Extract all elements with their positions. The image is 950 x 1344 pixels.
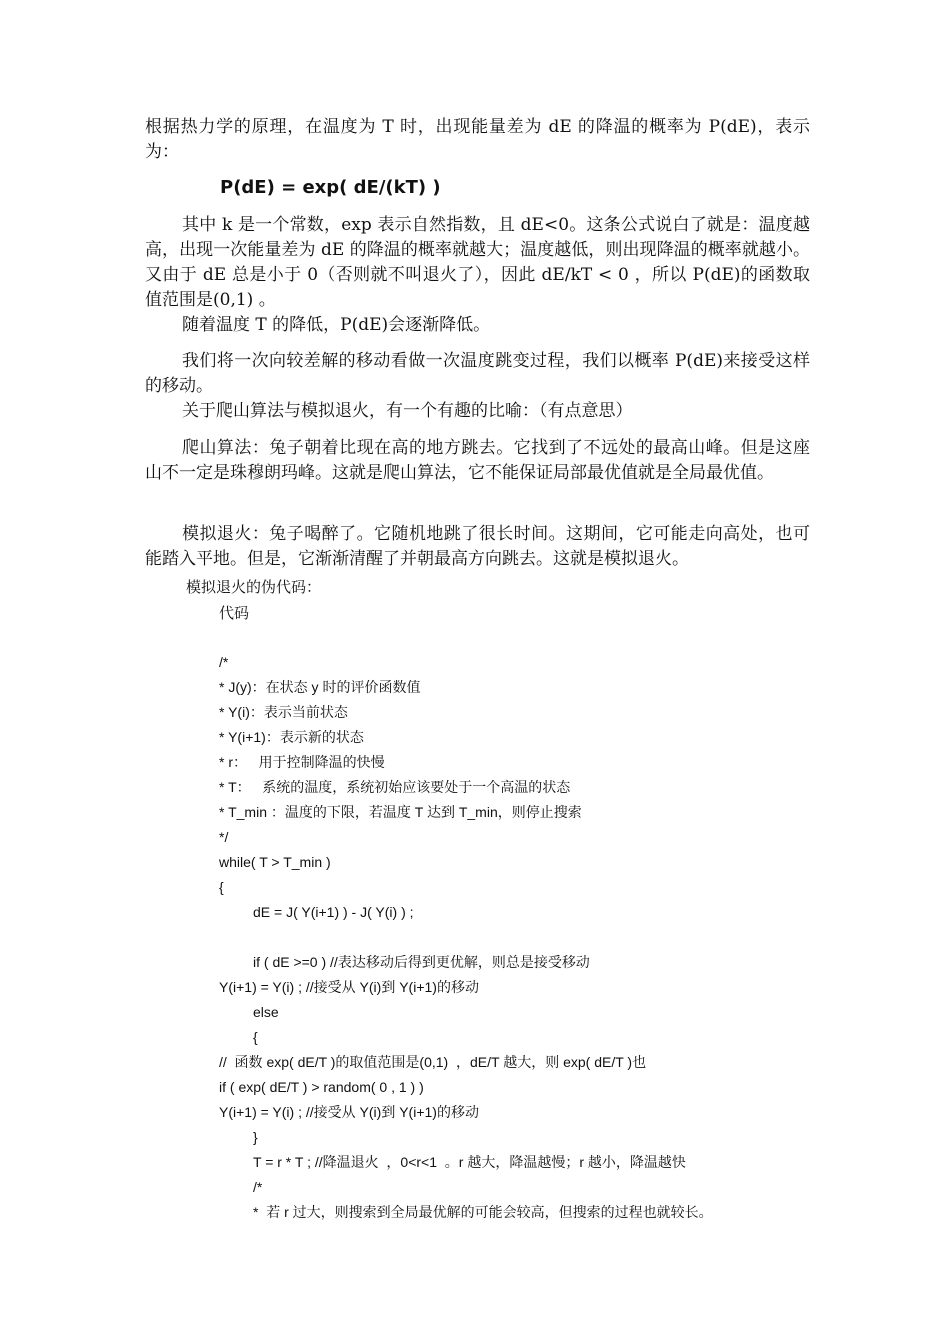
paragraph-temperature-drop: 随着温度 T 的降低，P(dE)会逐渐降低。: [182, 315, 491, 335]
code-line: }: [253, 1129, 258, 1145]
probability-formula: P(dE) = exp( dE/(kT) ): [220, 177, 441, 198]
paragraph-constant-k: 其中 k 是一个常数，exp 表示自然指数，且 dE<0。这条公式说白了就是：温度越高，出现一次能量差为 dE 的降温的概率就越大；温度越低，则出现降温的概率就越小。又由于 dE 总是小于 0（否则就不叫退火了），因此 dE/kT < 0 ，所以 P(dE)的函数取值范围是(0,1) 。: [145, 215, 810, 310]
code-line: Y(i+1) = Y(i) ; //接受从 Y(i)到 Y(i+1)的移动: [219, 979, 479, 995]
code-line: */: [219, 829, 229, 845]
code-line: * J(y)：在状态 y 时的评价函数值: [219, 679, 421, 695]
code-line: if ( exp( dE/T ) > random( 0 , 1 ) ): [219, 1079, 424, 1095]
code-title: 代码: [219, 604, 250, 622]
code-line: if ( dE >=0 ) //表达移动后得到更优解，则总是接受移动: [253, 954, 590, 970]
paragraph-thermodynamics: 根据热力学的原理，在温度为 T 时，出现能量差为 dE 的降温的概率为 P(dE)，表示为：: [145, 117, 810, 162]
pseudocode-block: [219, 650, 839, 1225]
code-line: * 若 r 过大，则搜索到全局最优解的可能会较高，但搜索的过程也就较长。: [253, 1204, 713, 1220]
code-line: * T： 系统的温度，系统初始应该要处于一个高温的状态: [219, 779, 571, 795]
pseudocode-label: 模拟退火的伪代码：: [186, 578, 322, 596]
code-line: else: [253, 1004, 279, 1020]
code-line: /*: [219, 654, 229, 670]
code-line: {: [253, 1029, 258, 1045]
code-line: // 函数 exp( dE/T )的取值范围是(0,1) ，dE/T 越大，则 exp( dE/T )也: [219, 1054, 647, 1070]
code-line: * Y(i+1)：表示新的状态: [219, 729, 364, 745]
code-line: dE = J( Y(i+1) ) - J( Y(i) ) ;: [253, 904, 414, 920]
code-line: T = r * T ; //降温退火 ，0<r<1 。r 越大，降温越慢；r 越小，降温越快: [253, 1154, 686, 1170]
code-line: [219, 925, 839, 950]
paragraph-metaphor: 关于爬山算法与模拟退火，有一个有趣的比喻：（有点意思）: [182, 401, 633, 421]
code-line: * r： 用于控制降温的快慢: [219, 754, 385, 770]
code-line: while( T > T_min ): [219, 854, 331, 870]
code-line: * Y(i)：表示当前状态: [219, 704, 348, 720]
code-line: * T_min ：温度的下限，若温度 T 达到 T_min，则停止搜索: [219, 804, 582, 820]
paragraph-hill-climbing: 爬山算法：兔子朝着比现在高的地方跳去。它找到了不远处的最高山峰。但是这座山不一定是珠穆朗玛峰。这就是爬山算法，它不能保证局部最优值就是全局最优值。: [145, 438, 810, 483]
paragraph-annealing: 模拟退火：兔子喝醉了。它随机地跳了很长时间。这期间，它可能走向高处，也可能踏入平地。但是，它渐渐清醒了并朝最高方向跳去。这就是模拟退火。: [145, 524, 810, 569]
code-line: {: [219, 879, 224, 895]
code-line: Y(i+1) = Y(i) ; //接受从 Y(i)到 Y(i+1)的移动: [219, 1104, 479, 1120]
code-line: /*: [253, 1179, 263, 1195]
paragraph-worse-move: 我们将一次向较差解的移动看做一次温度跳变过程，我们以概率 P(dE)来接受这样的移动。: [145, 351, 810, 396]
